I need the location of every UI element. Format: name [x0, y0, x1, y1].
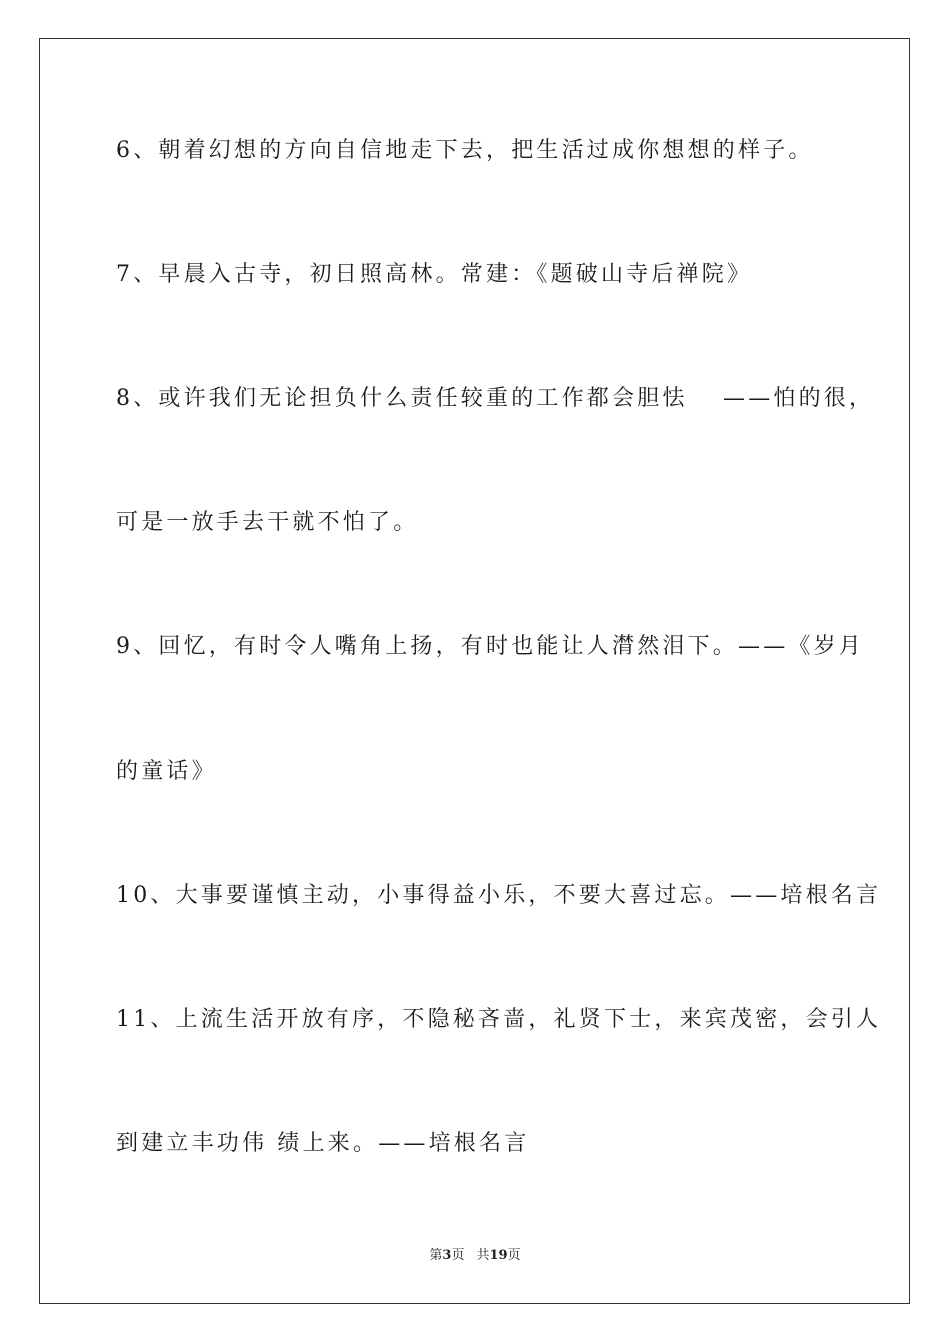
page-footer [0, 1247, 950, 1265]
text-line-11: 11、上流生活开放有序，不隐秘吝啬，礼贤下士，来宾茂密，会引人 [116, 1007, 882, 1032]
footer-page-suffix: 页 [451, 1248, 465, 1263]
text-line-9-cont: 的童话》 [116, 759, 217, 784]
text-line-9: 9、回忆，有时令人嘴角上扬，有时也能让人潸然泪下。——《岁月 [116, 634, 864, 659]
text-line-10: 10、大事要谨慎主动，小事得益小乐，不要大喜过忘。——培根名言 [116, 883, 882, 908]
footer-page-number: 3 [442, 1248, 452, 1263]
footer-total-prefix: 共 [476, 1248, 490, 1263]
text-line-8-cont: 可是一放手去干就不怕了。 [116, 510, 419, 535]
text-line-11-cont: 到建立丰功伟 绩上来。——培根名言 [116, 1131, 530, 1156]
footer-prefix: 第 [429, 1248, 443, 1263]
page-frame [39, 38, 910, 1304]
text-line-7: 7、早晨入古寺，初日照高林。常建：《题破山寺后禅院》 [116, 262, 753, 287]
footer-total-pages: 19 [489, 1248, 508, 1263]
footer-total-suffix: 页 [507, 1248, 521, 1263]
text-line-8: 8、或许我们无论担负什么责任较重的工作都会胆怯 ——怕的很， [116, 386, 875, 411]
text-line-6: 6、朝着幻想的方向自信地走下去，把生活过成你想想的样子。 [116, 138, 814, 163]
